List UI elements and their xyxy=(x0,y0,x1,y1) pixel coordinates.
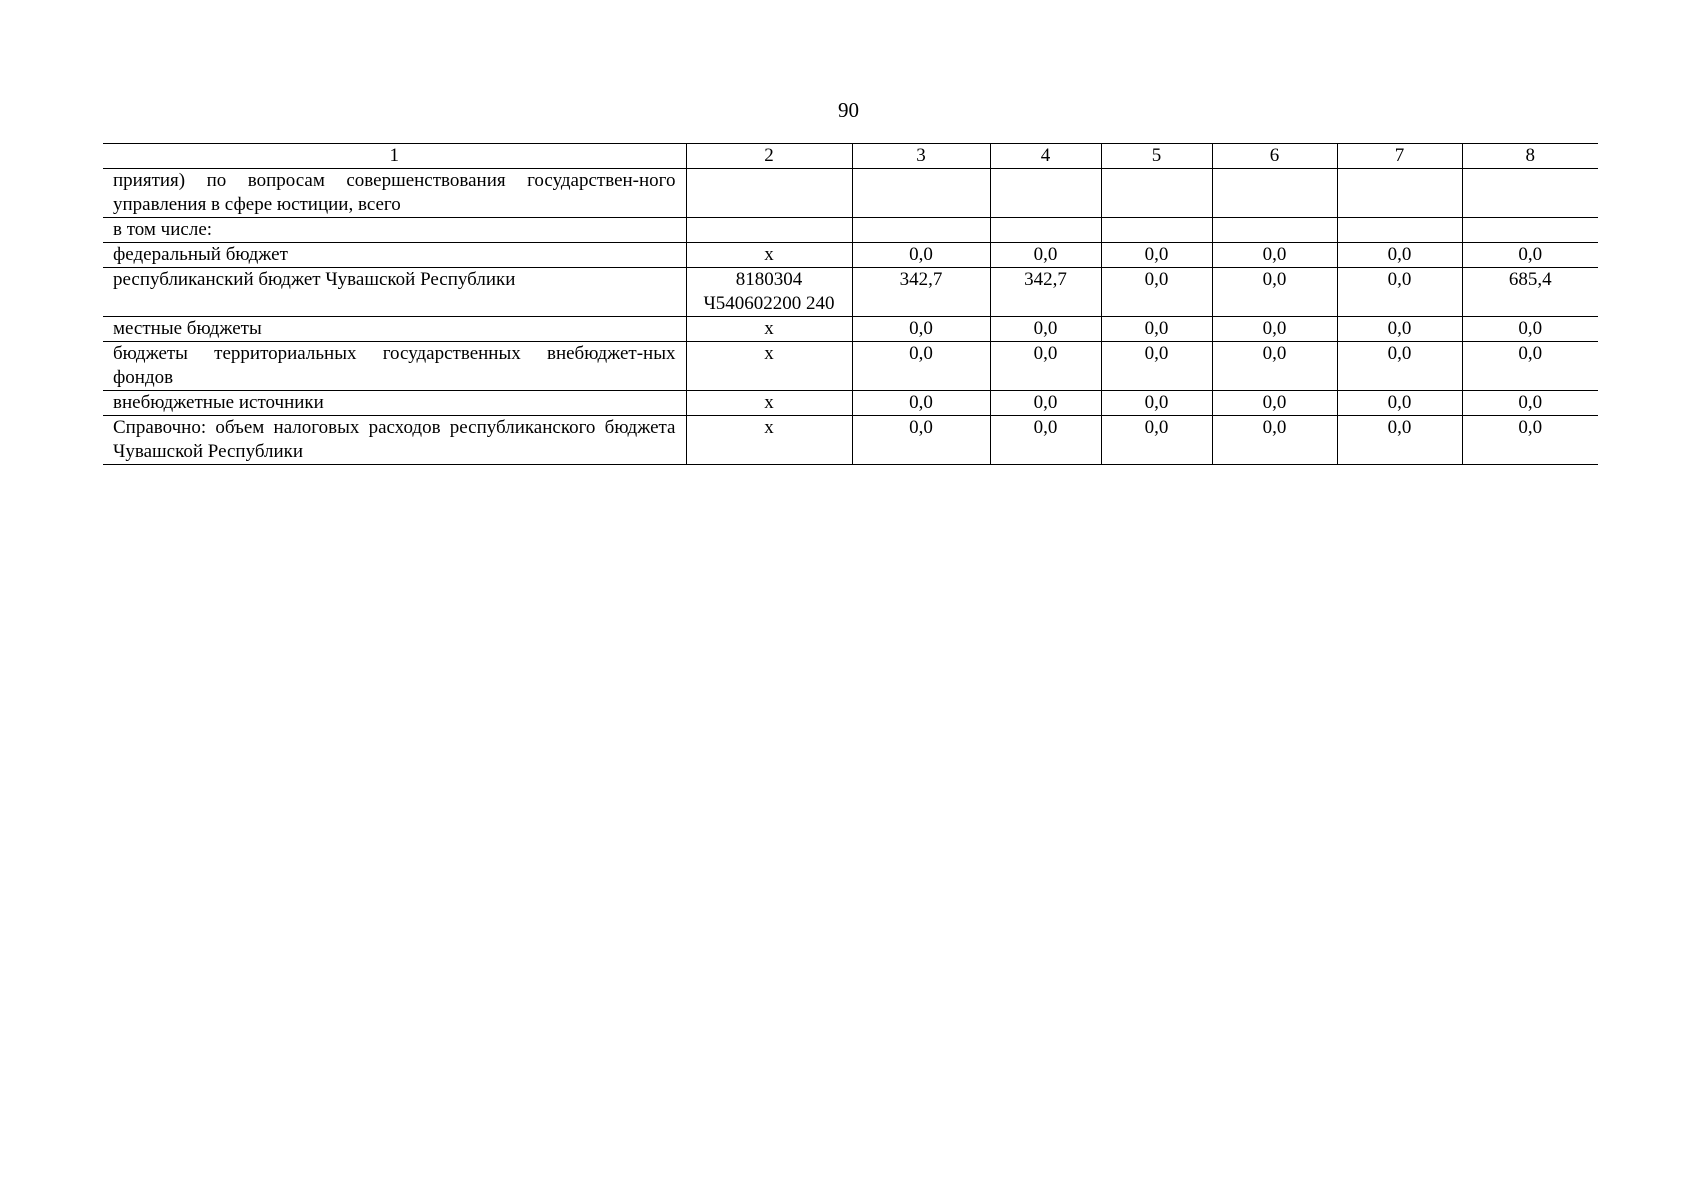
column-header: 3 xyxy=(852,144,990,169)
value-cell xyxy=(990,218,1101,243)
table-row xyxy=(103,218,1598,243)
row-label: местные бюджеты xyxy=(103,317,686,342)
value-cell: 0,0 xyxy=(990,243,1101,268)
row-code xyxy=(686,169,852,218)
value-cell: 0,0 xyxy=(1462,342,1598,391)
value-cell xyxy=(1212,218,1337,243)
value-cell: 685,4 xyxy=(1462,268,1598,317)
row-label: Справочно: объем налоговых расходов республиканского бюджета Чувашской Республики xyxy=(103,416,686,465)
value-cell: 342,7 xyxy=(990,268,1101,317)
value-cell: 0,0 xyxy=(1337,317,1462,342)
column-header: 5 xyxy=(1101,144,1212,169)
value-cell: 342,7 xyxy=(852,268,990,317)
value-cell: 0,0 xyxy=(1212,268,1337,317)
row-code: x xyxy=(686,317,852,342)
value-cell: 0,0 xyxy=(1337,391,1462,416)
value-cell xyxy=(990,169,1101,218)
value-cell: 0,0 xyxy=(1337,342,1462,391)
row-code: x xyxy=(686,243,852,268)
value-cell xyxy=(852,218,990,243)
row-code: x xyxy=(686,391,852,416)
value-cell: 0,0 xyxy=(1337,268,1462,317)
row-label: внебюджетные источники xyxy=(103,391,686,416)
value-cell: 0,0 xyxy=(1462,416,1598,465)
value-cell: 0,0 xyxy=(990,317,1101,342)
value-cell xyxy=(852,169,990,218)
table-row xyxy=(103,243,1598,268)
value-cell: 0,0 xyxy=(1462,391,1598,416)
value-cell: 0,0 xyxy=(1101,268,1212,317)
page-number: 90 xyxy=(838,98,859,122)
value-cell: 0,0 xyxy=(1212,342,1337,391)
column-header: 8 xyxy=(1462,144,1598,169)
value-cell: 0,0 xyxy=(1101,391,1212,416)
row-label: бюджеты территориальных государственных внебюджет-ных фондов xyxy=(103,342,686,391)
column-header: 4 xyxy=(990,144,1101,169)
table-row xyxy=(103,416,1598,465)
value-cell: 0,0 xyxy=(990,391,1101,416)
row-label: в том числе: xyxy=(103,218,686,243)
value-cell: 0,0 xyxy=(1337,416,1462,465)
table-row xyxy=(103,317,1598,342)
row-label: республиканский бюджет Чувашской Республики xyxy=(103,268,686,317)
value-cell: 0,0 xyxy=(1212,416,1337,465)
value-cell: 0,0 xyxy=(1212,391,1337,416)
value-cell xyxy=(1462,218,1598,243)
value-cell: 0,0 xyxy=(852,391,990,416)
value-cell xyxy=(1337,169,1462,218)
value-cell xyxy=(1101,169,1212,218)
column-header: 6 xyxy=(1212,144,1337,169)
value-cell: 0,0 xyxy=(990,342,1101,391)
value-cell: 0,0 xyxy=(1101,416,1212,465)
table-row xyxy=(103,268,1598,317)
budget-table xyxy=(103,143,1598,465)
value-cell: 0,0 xyxy=(1462,317,1598,342)
row-code xyxy=(686,218,852,243)
table-row xyxy=(103,342,1598,391)
row-code: x xyxy=(686,342,852,391)
column-header: 7 xyxy=(1337,144,1462,169)
value-cell xyxy=(1337,218,1462,243)
value-cell: 0,0 xyxy=(1101,243,1212,268)
row-label: федеральный бюджет xyxy=(103,243,686,268)
value-cell: 0,0 xyxy=(990,416,1101,465)
row-label: приятия) по вопросам совершенствования государствен-ного управления в сфере юстиции, всего xyxy=(103,169,686,218)
column-number-row xyxy=(103,144,1598,169)
value-cell: 0,0 xyxy=(1101,317,1212,342)
column-header: 1 xyxy=(103,144,686,169)
value-cell xyxy=(1101,218,1212,243)
table-row xyxy=(103,391,1598,416)
value-cell xyxy=(1212,169,1337,218)
value-cell: 0,0 xyxy=(1101,342,1212,391)
value-cell: 0,0 xyxy=(852,416,990,465)
value-cell: 0,0 xyxy=(1212,317,1337,342)
row-code: x xyxy=(686,416,852,465)
table-row xyxy=(103,169,1598,218)
value-cell: 0,0 xyxy=(852,317,990,342)
value-cell: 0,0 xyxy=(852,243,990,268)
row-code: 8180304 Ч540602200 240 xyxy=(686,268,852,317)
value-cell: 0,0 xyxy=(1212,243,1337,268)
value-cell: 0,0 xyxy=(1337,243,1462,268)
value-cell: 0,0 xyxy=(852,342,990,391)
value-cell: 0,0 xyxy=(1462,243,1598,268)
value-cell xyxy=(1462,169,1598,218)
column-header: 2 xyxy=(686,144,852,169)
